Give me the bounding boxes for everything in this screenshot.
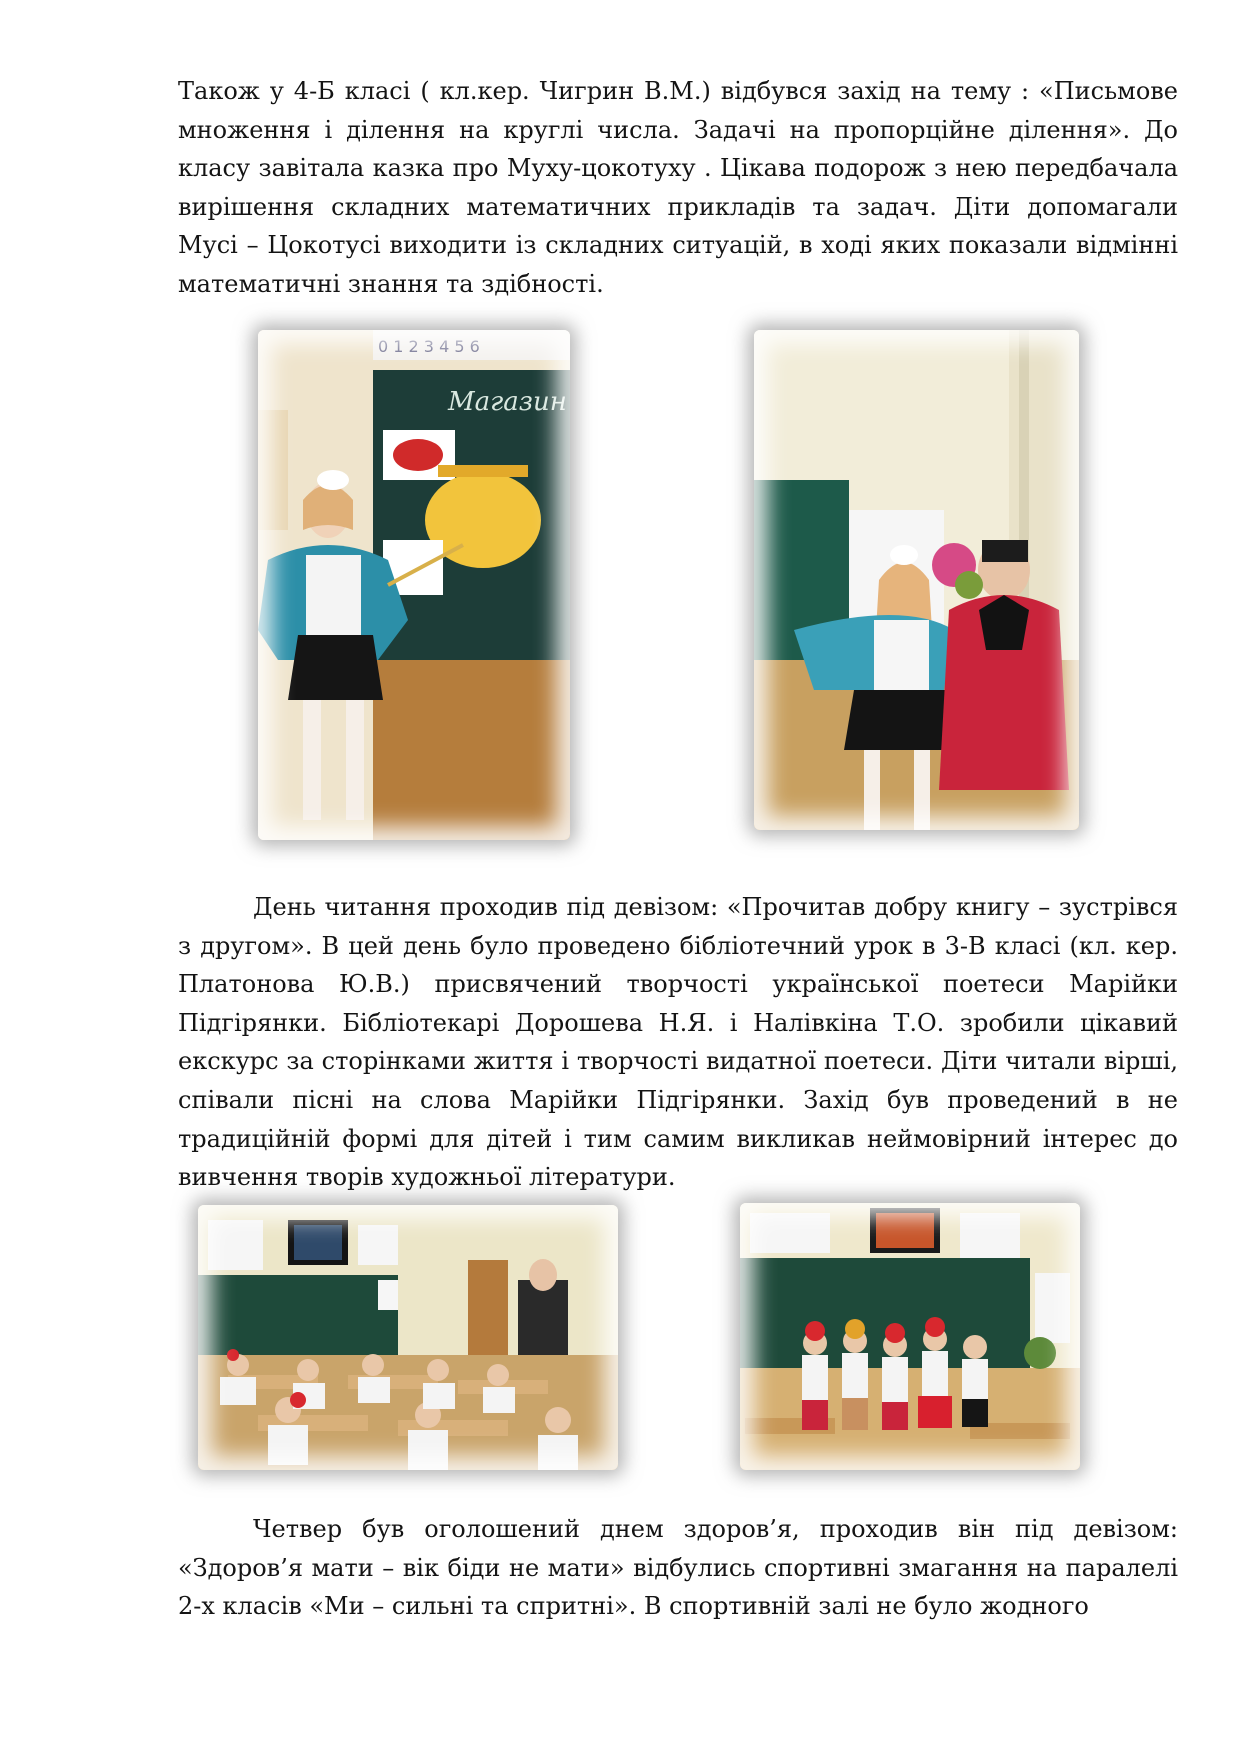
ruler-digits: 0 1 2 3 4 5 6 (378, 337, 480, 356)
board-caption: Магазин (448, 387, 567, 417)
paragraph-math-event: Також у 4-Б класі ( кл.кер. Чигрин В.М.) відбувся захід на тему : «Письмове множення і ділення на круглі числа. Задачі на пропорційне ділення». До класу завітала казка про Муху-цокотуху . Цікава подорож з нею передбачала вирішення складних математичних прикладів та задач. Діти допомагали Мусі – Цокотусі виходити із складних ситуацій, в ході яких показали відмінні математичні знання та здібності. (178, 77, 1178, 298)
photo-classroom-lesson (198, 1205, 618, 1470)
photo-classroom-lesson-image (198, 1205, 618, 1470)
photo-girls-folk-costumes-image (740, 1203, 1080, 1470)
photo-girl-and-costumed-adult-image (754, 330, 1079, 830)
photo-girls-folk-costumes (740, 1203, 1080, 1470)
paragraph-health-day: Четвер був оголошений днем здоров’я, проходив він під девізом: «Здоров’я мати – вік біди не мати» відбулись спортивні змагання на паралелі 2-х класів «Ми – сильні та спритні». В спортивній залі не було жодного (178, 1515, 1178, 1621)
paragraph-reading-day: День читання проходив під девізом: «Прочитав добру книгу – зустрівся з другом». В цей день було проведено бібліотечний урок в 3-В класі (кл. кер. Платонова Ю.В.) присвячений творчості української поетеси Марійки Підгірянки. Бібліотекарі Дорошева Н.Я. і Налівкіна Т.О. зробили цікавий екскурс за сторінками життя і творчості видатної поетеси. Діти читали вірші, співали пісні на слова Марійки Підгірянки. Захід був проведений в не традиційній формі для дітей і тим самим викликав неймовірний інтерес до вивчення творів художньої літератури. (178, 893, 1178, 1192)
photo-girl-at-blackboard-image (258, 330, 570, 840)
photo-girl-and-costumed-adult (754, 330, 1079, 830)
photo-girl-at-blackboard (258, 330, 570, 840)
